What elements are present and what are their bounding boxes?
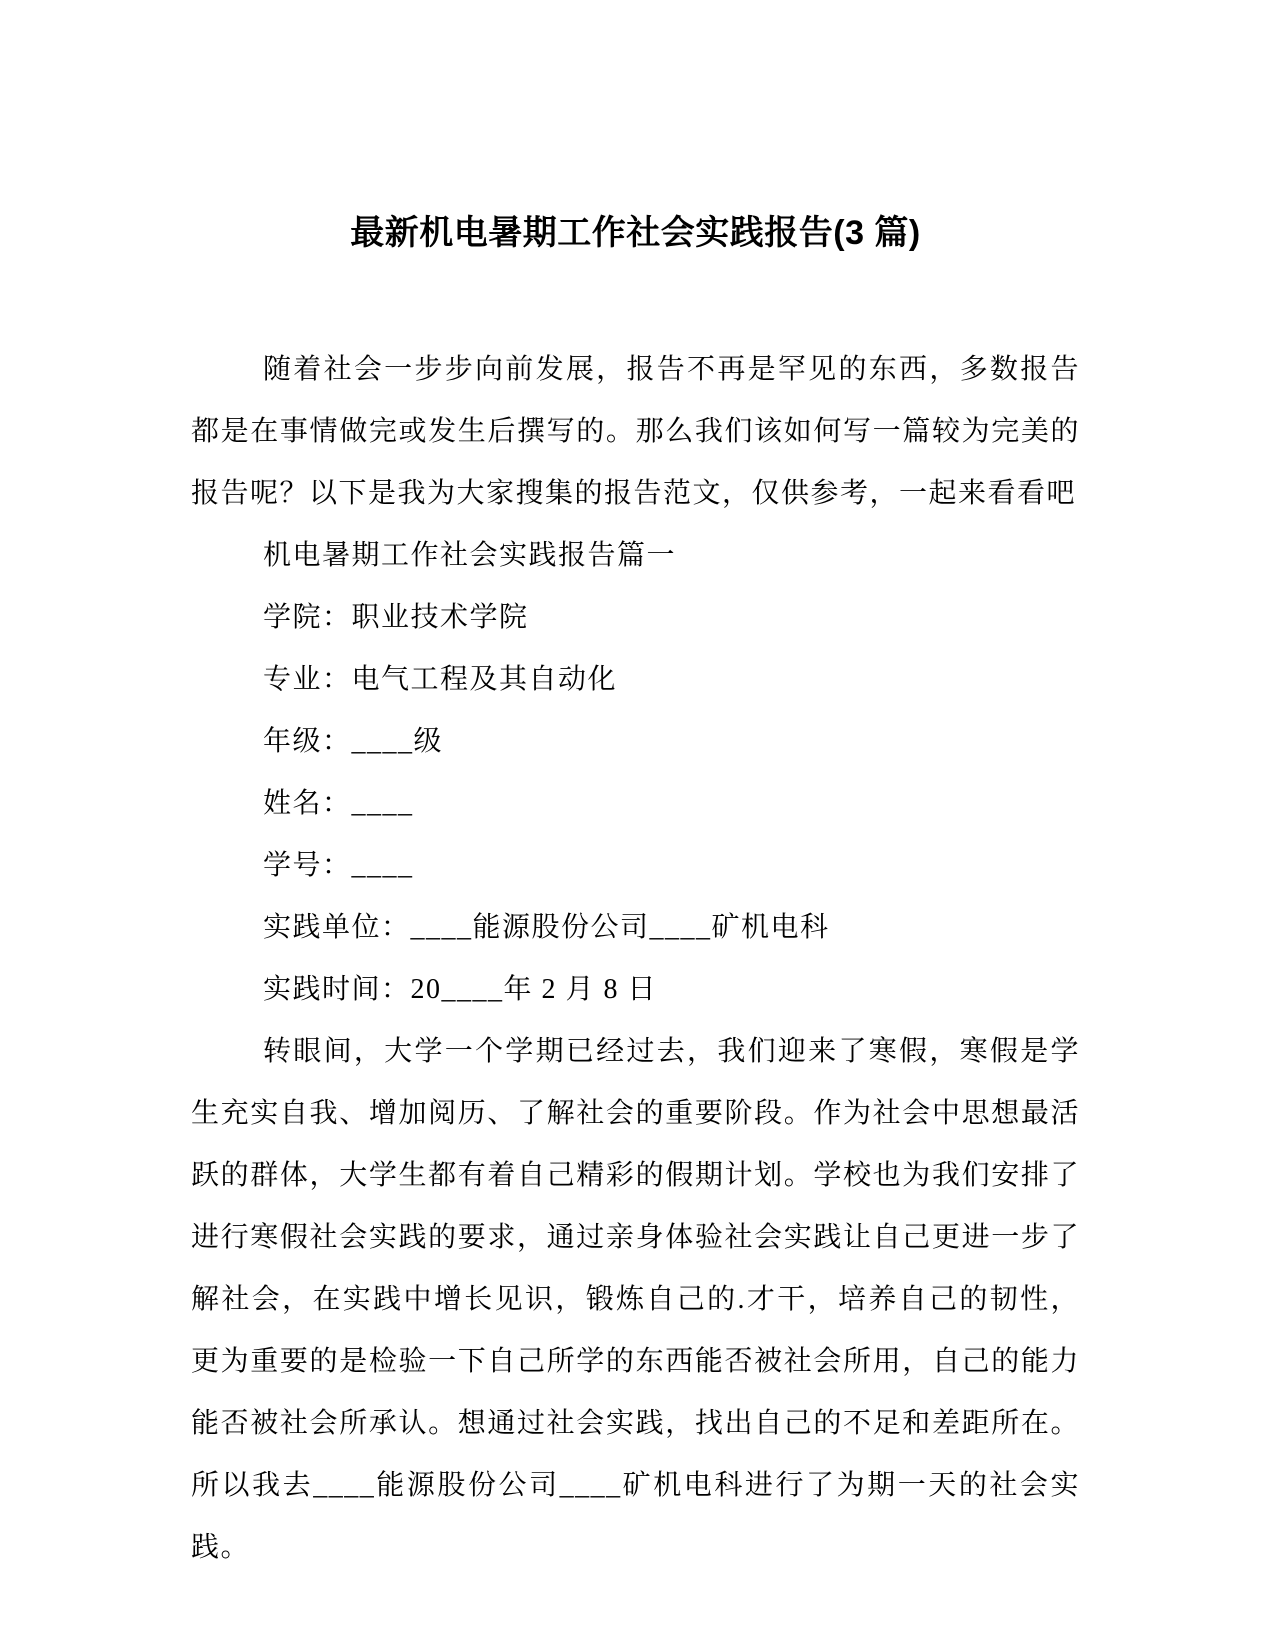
document-title: 最新机电暑期工作社会实践报告(3 篇): [350, 214, 921, 252]
field-practice-time: 实践时间：20____年 2 月 8 日: [263, 974, 658, 1005]
field-name: 姓名：____: [263, 788, 414, 819]
field-practice-unit: 实践单位：____能源股份公司____矿机电科: [263, 912, 830, 943]
body-paragraph: 转眼间，大学一个学期已经过去，我们迎来了寒假，寒假是学生充实自我、增加阅历、了解社会的重要阶段。作为社会中思想最活跃的群体，大学生都有着自己精彩的假期计划。学校也为我们安排了进行寒假社会实践的要求，通过亲身体验社会实践让自己更进一步了解社会，在实践中增长见识，锻炼自己的.才干，培养自己的韧性，更为重要的是检验一下自己所学的东西能否被社会所用，自己的能力能否被社会所承认。想通过社会实践，找出自己的不足和差距所在。所以我去____能源股份公司____矿机电科进行了为期一天的社会实践。: [191, 1036, 1080, 1563]
field-grade: 年级：____级: [263, 726, 444, 757]
field-major: 专业：电气工程及其自动化: [263, 664, 618, 695]
document-body: [191, 339, 1080, 1579]
field-college: 学院：职业技术学院: [263, 602, 529, 633]
field-student-id: 学号：____: [263, 850, 414, 881]
intro-paragraph: 随着社会一步步向前发展，报告不再是罕见的东西，多数报告都是在事情做完或发生后撰写的。那么我们该如何写一篇较为完美的报告呢？以下是我为大家搜集的报告范文，仅供参考，一起来看看吧: [191, 354, 1080, 509]
section-heading-report-one: 机电暑期工作社会实践报告篇一: [263, 540, 677, 571]
